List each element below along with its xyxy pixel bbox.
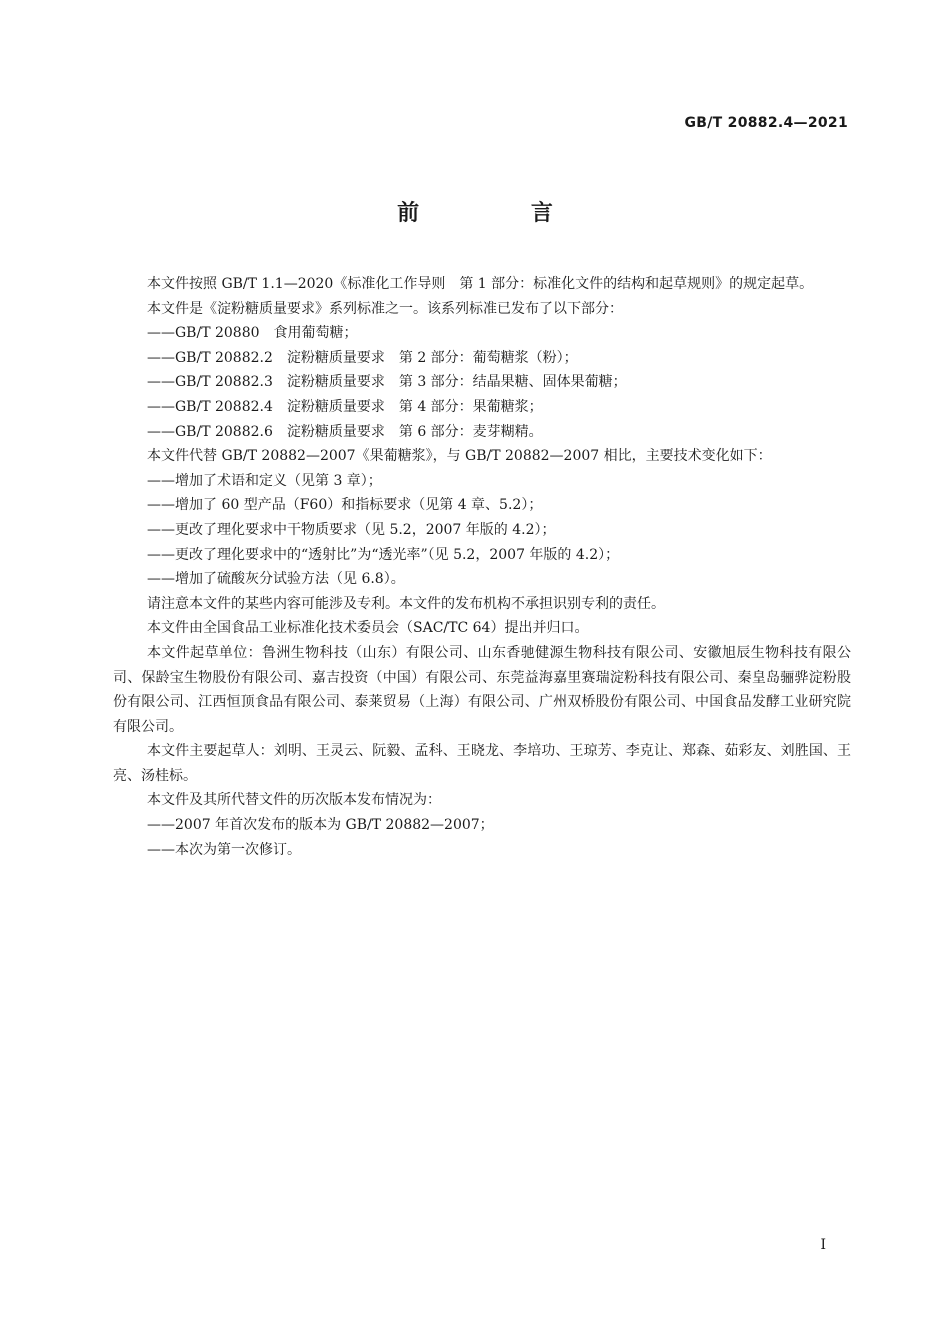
list-item: ——2007 年首次发布的版本为 GB/T 20882—2007； (147, 817, 494, 834)
paragraph-proposer: 本文件由全国食品工业标准化技术委员会（SAC/TC 64）提出并归口。 (147, 620, 589, 637)
list-item: ——GB/T 20882.6 淀粉糖质量要求 第 6 部分：麦芽糊精。 (147, 423, 543, 440)
list-item: ——增加了硫酸灰分试验方法（见 6.8）。 (147, 571, 405, 588)
list-item: ——GB/T 20882.3 淀粉糖质量要求 第 3 部分：结晶果糖、固体果葡糖； (147, 374, 627, 391)
page-number: I (820, 1237, 826, 1253)
paragraph-version-history: 本文件及其所代替文件的历次版本发布情况为： (147, 792, 441, 809)
list-item: ——GB/T 20880 食用葡萄糖； (147, 325, 358, 342)
paragraph-drafters: 本文件主要起草人：刘明、王灵云、阮毅、孟科、王晓龙、李培功、王琼芳、李克让、郑森、茹彩友、刘胜国、王亮、汤桂标。 (113, 743, 851, 784)
list-item: ——增加了 60 型产品（F60）和指标要求（见第 4 章、5.2）； (147, 497, 543, 514)
paragraph-drafting-units: 本文件起草单位：鲁洲生物科技（山东）有限公司、山东香驰健源生物科技有限公司、安徽旭辰生物科技有限公司、保龄宝生物股份有限公司、嘉吉投资（中国）有限公司、东莞益海嘉里赛瑞淀粉科技有限公司、秦皇岛骊骅淀粉股份有限公司、江西恒顶食品有限公司、泰莱贸易（上海）有限公司、广州双桥股份有限公司、中国食品发酵工业研究院有限公司。 (113, 644, 851, 735)
paragraph-series-intro: 本文件是《淀粉糖质量要求》系列标准之一。该系列标准已发布了以下部分： (147, 300, 623, 317)
list-item: ——更改了理化要求中干物质要求（见 5.2，2007 年版的 4.2）； (147, 521, 556, 538)
foreword-body (113, 272, 851, 862)
list-item: ——GB/T 20882.4 淀粉糖质量要求 第 4 部分：果葡糖浆； (147, 398, 543, 415)
list-item: ——增加了术语和定义（见第 3 章）； (147, 472, 382, 489)
paragraph-replaces: 本文件代替 GB/T 20882—2007《果葡糖浆》，与 GB/T 20882—2007 相比，主要技术变化如下： (147, 448, 772, 465)
list-item: ——本次为第一次修订。 (147, 841, 301, 858)
list-item: ——GB/T 20882.2 淀粉糖质量要求 第 2 部分：葡萄糖浆（粉）； (147, 349, 578, 366)
paragraph-drafting-rules: 本文件按照 GB/T 1.1—2020《标准化工作导则 第 1 部分：标准化文件的结构和起草规则》的规定起草。 (147, 276, 814, 292)
standard-code: GB/T 20882.4—2021 (684, 115, 848, 131)
paragraph-patent-notice: 请注意本文件的某些内容可能涉及专利。本文件的发布机构不承担识别专利的责任。 (147, 595, 665, 612)
list-item: ——更改了理化要求中的“透射比”为“透光率”（见 5.2，2007 年版的 4.2）； (147, 546, 620, 563)
page-title: 前 言 (397, 201, 605, 226)
